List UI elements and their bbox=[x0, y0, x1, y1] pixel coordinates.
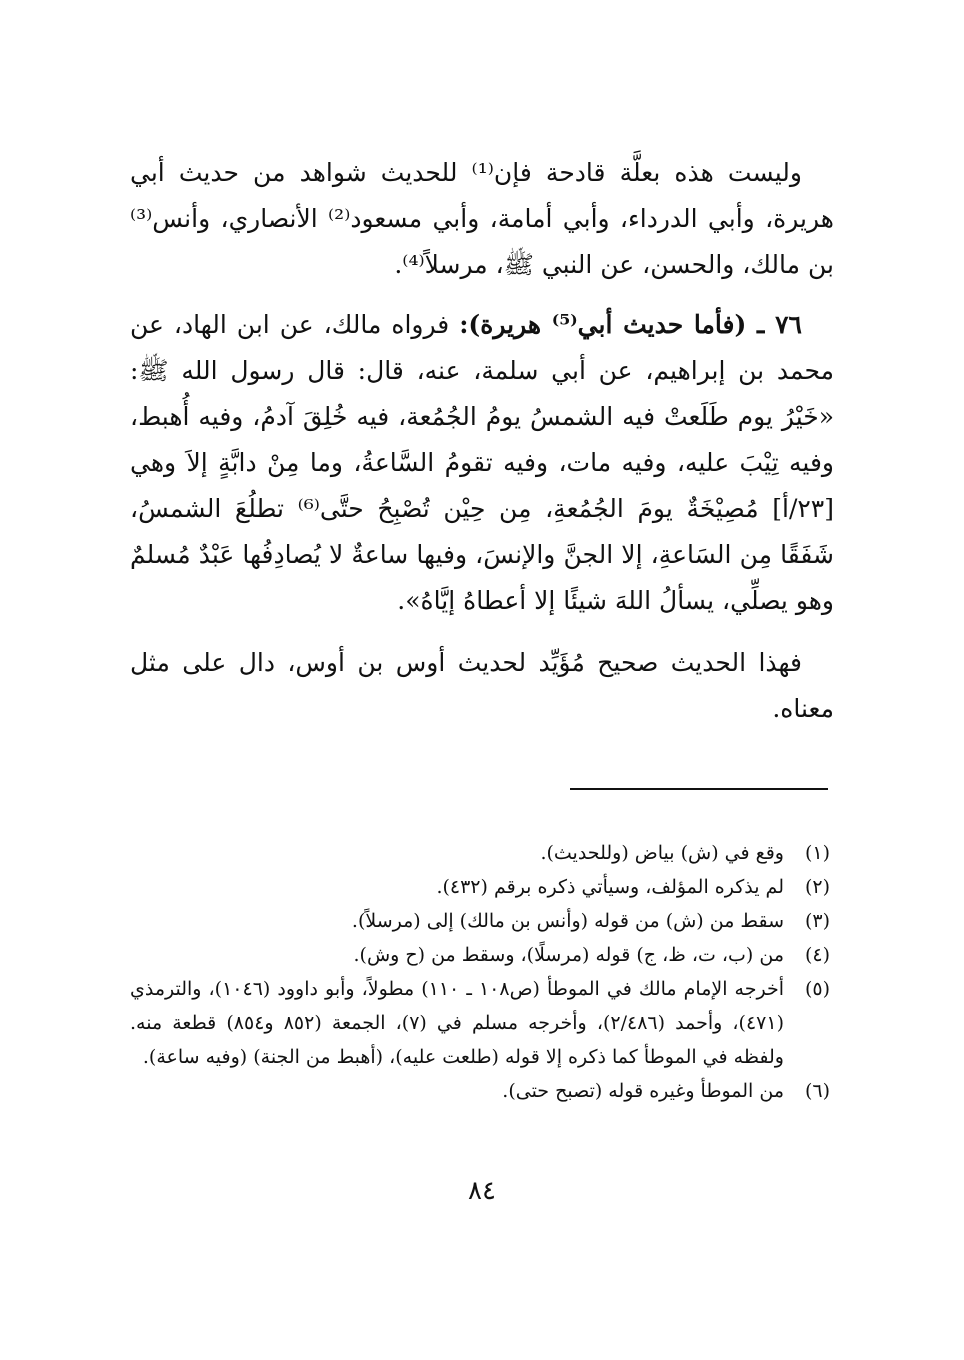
footnote-number: (٢) bbox=[804, 876, 830, 898]
footnote-text: لم يذكره المؤلف، وسيأتي ذكره برقم (٤٣٢). bbox=[436, 876, 784, 898]
footnote-6 bbox=[130, 1074, 830, 1108]
hadith-heading: ٧٦ ـ (فأما حديث أبي⁽⁵⁾ هريرة): bbox=[459, 310, 802, 339]
footnote-text: من الموطأ وغيره قوله (تصبح حتى). bbox=[502, 1080, 784, 1102]
footnote-number: (٥) bbox=[804, 978, 830, 1000]
footnote-number: (٦) bbox=[804, 1080, 830, 1102]
footnote-4 bbox=[130, 938, 830, 972]
paragraph-conclusion: فهذا الحديث صحيح مُؤَيِّد لحديث أوس بن أوس، دال على مثل معناه. bbox=[130, 648, 834, 723]
hadith-text: فرواه مالك، عن ابن الهاد، عن محمد بن إبراهيم، عن أبي سلمة، عنه، قال: قال رسول الله ﷺ: «خَيْرُ يوم طَلَعتْ فيه الشمسُ يومُ الجُمُعة، فيه خُلِقَ آدمُ، وفيه أُهبط، وفيه تِيْبَ عليه، وفيه مات، وفيه تقومُ السَّاعةُ، وما مِنْ دابَّةٍ إلاَ وهي [٢٣/أ] مُصِيْخَةٌ يومَ الجُمُعةِ، مِن حِيْن تُصْبِحُ حتَّى⁽⁶⁾ تطلُعَ الشمسُ، شَفَقًا مِن السَاعةِ، إلا الجنَّ والإنسَ، وفيها ساعةٌ لا يُصادِفُها عَبْدٌ مُسلمٌ وهو يصلِّي، يسألُ اللهَ شيئًا إلا أعطاهُ إيَّاهُ». bbox=[130, 310, 834, 615]
footnotes bbox=[130, 836, 830, 1108]
footnote-number: (١) bbox=[804, 842, 830, 864]
paragraph-hadith-76 bbox=[130, 302, 834, 624]
footnote-text: وقع في (ش) بياض (وللحديث). bbox=[540, 842, 784, 864]
footnote-number: (٤) bbox=[804, 944, 830, 966]
footnote-separator bbox=[570, 788, 828, 790]
footnote-number: (٣) bbox=[804, 910, 830, 932]
footnote-5 bbox=[130, 972, 830, 1074]
page-number: ٨٤ bbox=[468, 1176, 496, 1206]
main-text bbox=[130, 150, 834, 732]
footnote-text: سقط من (ش) من قوله (وأنس بن مالك) إلى (مرسلاً). bbox=[351, 910, 784, 932]
footnote-2 bbox=[130, 870, 830, 904]
footnote-1 bbox=[130, 836, 830, 870]
footnote-text: من (ب، ت، ظ، ج) قوله (مرسلًا)، وسقط من (ح وش). bbox=[353, 944, 784, 966]
footnote-3 bbox=[130, 904, 830, 938]
footnote-text: أخرجه الإمام مالك في الموطأ (ص١٠٨ ـ ١١٠) مطولاً، وأبو داوود (١٠٤٦)، والترمذي (٤٧١)، وأحمد (٢/٤٨٦)، وأخرجه مسلم في (٧)، الجمعة (٨٥٢ و٨٥٤) قطعة منه. ولفظه في الموطأ كما ذكره إلا قوله (طلعت عليه)، (أهبط من الجنة) (وفيه ساعة). bbox=[130, 978, 784, 1068]
paragraph-intro: وليست هذه بعلَّة قادحة فإن⁽¹⁾ للحديث شواهد من حديث أبي هريرة، وأبي الدرداء، وأبي أمامة، وأبي مسعود⁽²⁾ الأنصاري، وأنس⁽³⁾ بن مالك، والحسن، عن النبي ﷺ، مرسلاً⁽⁴⁾. bbox=[130, 158, 834, 279]
